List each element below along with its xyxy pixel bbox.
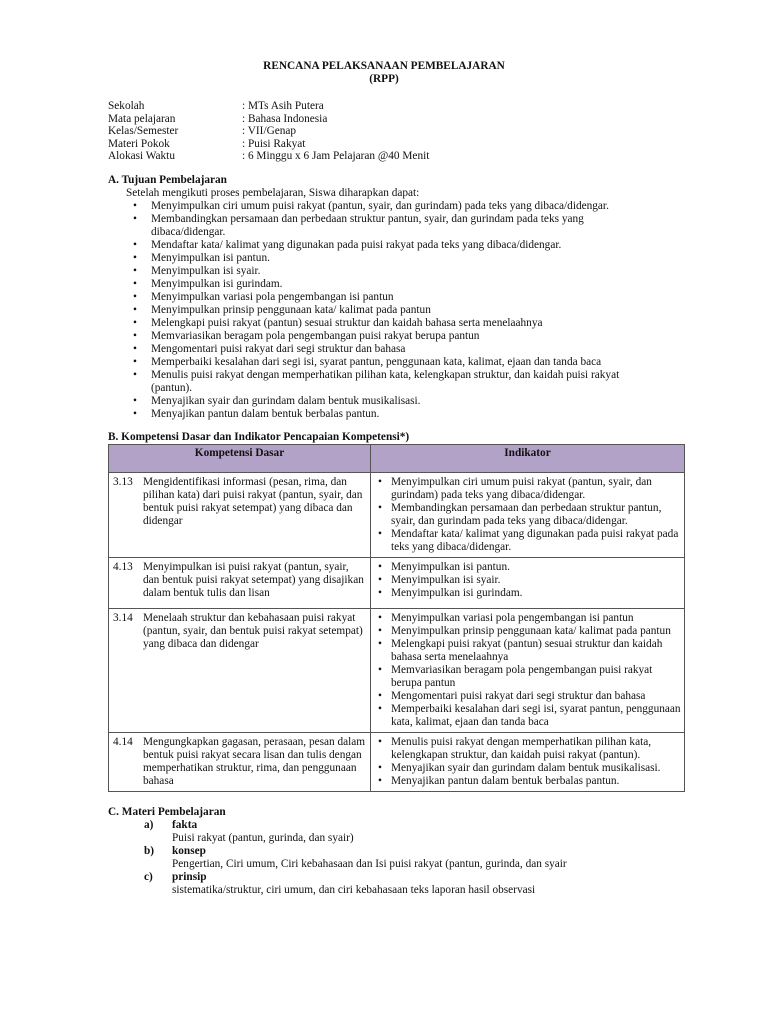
- info-value: : Puisi Rakyat: [242, 137, 306, 150]
- kd-text: Mengidentifikasi informasi (pesan, rima, dan pilihan kata) dari puisi rakyat (pantun, syair, dan bentuk puisi rakyat setempat) yang dibaca dan didengar: [143, 475, 363, 527]
- material-letter: a): [144, 818, 154, 831]
- kd-cell: [109, 557, 371, 608]
- info-key: Mata pelajaran: [108, 112, 176, 125]
- document-title: RENCANA PELAKSANAAN PEMBELAJARAN: [263, 60, 505, 72]
- kd-code: 3.13: [113, 475, 133, 488]
- list-item: • Melengkapi puisi rakyat (pantun) sesuai struktur dan kaidah bahasa serta menelaahnya: [108, 317, 660, 330]
- list-item: • Memperbaiki kesalahan dari segi isi, syarat pantun, penggunaan kata, kalimat, ejaan dan tanda baca: [108, 356, 660, 369]
- list-item: • Menyimpulkan isi syair.: [375, 574, 681, 587]
- list-item: • Menyimpulkan isi pantun.: [375, 561, 681, 574]
- list-item: • Menyajikan pantun dalam bentuk berbalas pantun.: [375, 775, 681, 788]
- document-page: [108, 60, 681, 897]
- list-item: • Memvariasikan beragam pola pengembangan puisi rakyat berupa pantun: [108, 330, 660, 343]
- kd-content: [113, 476, 367, 528]
- kd-content: [113, 736, 367, 788]
- section-a-heading: A. Tujuan Pembelajaran: [108, 173, 227, 186]
- list-item: • Membandingkan persamaan dan perbedaan struktur pantun, syair, dan gurindam pada teks yang dibaca/didengar.: [108, 213, 660, 239]
- material-text: Pengertian, Ciri umum, Ciri kebahasaan dan Isi puisi rakyat (pantun, gurinda, dan syair: [172, 857, 567, 870]
- material-heading: prinsip: [172, 870, 207, 883]
- column-header-kd: Kompetensi Dasar: [109, 444, 371, 472]
- indicator-cell: [371, 557, 685, 608]
- list-item: • Menyimpulkan isi gurindam.: [108, 278, 660, 291]
- material-item-konsep: [108, 845, 660, 858]
- list-item: • Memvariasikan beragam pola pengembangan puisi rakyat berupa pantun: [375, 664, 681, 690]
- list-item: • Menyimpulkan ciri umum puisi rakyat (pantun, syair, dan gurindam) pada teks yang dibaca/didengar.: [108, 200, 660, 213]
- indicator-list: [375, 476, 681, 554]
- list-item: • Menyimpulkan prinsip penggunaan kata/ kalimat pada pantun: [375, 625, 681, 638]
- list-item: • Mendaftar kata/ kalimat yang digunakan pada puisi rakyat pada teks yang dibaca/didengar.: [375, 528, 681, 554]
- learning-goals-list: [108, 200, 660, 421]
- table-row: [109, 732, 685, 791]
- column-header-indicator: Indikator: [371, 444, 685, 472]
- section-c-heading: C. Materi Pembelajaran: [108, 805, 226, 818]
- competency-table: [108, 444, 685, 792]
- list-item: • Menyajikan pantun dalam bentuk berbalas pantun.: [108, 408, 660, 421]
- info-key: Materi Pokok: [108, 137, 170, 150]
- list-item: • Menyajikan syair dan gurindam dalam bentuk musikalisasi.: [108, 395, 660, 408]
- table-row: [109, 557, 685, 608]
- info-key: Sekolah: [108, 100, 145, 112]
- list-item: • Menyimpulkan isi gurindam.: [375, 587, 681, 600]
- kd-content: [113, 561, 367, 600]
- info-key: Kelas/Semester: [108, 125, 179, 137]
- kd-code: 3.14: [113, 611, 133, 624]
- info-row-class: [108, 125, 660, 138]
- material-letter: c): [144, 870, 153, 883]
- kd-cell: [109, 732, 371, 791]
- table-row: [109, 472, 685, 557]
- kd-cell: [109, 608, 371, 732]
- list-item: • Menyimpulkan isi syair.: [108, 265, 660, 278]
- list-item: • Mengomentari puisi rakyat dari segi struktur dan bahasa: [375, 690, 681, 703]
- list-item: • Memperbaiki kesalahan dari segi isi, syarat pantun, penggunaan kata, kalimat, ejaan dan tanda baca: [375, 703, 681, 729]
- kd-code: 4.13: [113, 560, 133, 573]
- info-value: : 6 Minggu x 6 Jam Pelajaran @40 Menit: [242, 150, 430, 162]
- indicator-list: [375, 736, 681, 788]
- list-item: • Melengkapi puisi rakyat (pantun) sesuai struktur dan kaidah bahasa serta menelaahnya: [375, 638, 681, 664]
- info-row-school: [108, 100, 660, 113]
- section-b-heading: B. Kompetensi Dasar dan Indikator Pencapaian Kompetensi*): [108, 430, 410, 443]
- kd-text: Menyimpulkan isi puisi rakyat (pantun, syair, dan bentuk puisi rakyat setempat) yang disajikan dalam bentuk tulis dan lisan: [143, 560, 364, 599]
- list-item: • Mengomentari puisi rakyat dari segi struktur dan bahasa: [108, 343, 660, 356]
- list-item: • Menyimpulkan isi pantun.: [108, 252, 660, 265]
- list-item: • Menyimpulkan ciri umum puisi rakyat (pantun, syair, dan gurindam) pada teks yang dibaca/didengar.: [375, 476, 681, 502]
- info-value: : VII/Genap: [242, 125, 297, 137]
- indicator-cell: [371, 472, 685, 557]
- identity-block: [108, 100, 660, 163]
- info-key: Alokasi Waktu: [108, 150, 175, 162]
- kd-code: 4.14: [113, 735, 133, 748]
- list-item: • Menulis puisi rakyat dengan memperhatikan pilihan kata, kelengkapan struktur, dan kaidah puisi rakyat (pantun).: [375, 736, 681, 762]
- material-heading: fakta: [172, 818, 198, 831]
- material-letter: b): [144, 844, 155, 857]
- list-item: • Menyimpulkan variasi pola pengembangan isi pantun: [375, 612, 681, 625]
- material-item-prinsip: [108, 871, 660, 884]
- table-header-row: [109, 444, 685, 472]
- material-item-fakta: [108, 819, 660, 832]
- list-item: • Menulis puisi rakyat dengan memperhatikan pilihan kata, kelengkapan struktur, dan kaidah puisi rakyat (pantun).: [108, 369, 660, 395]
- kd-content: [113, 612, 367, 651]
- indicator-list: [375, 612, 681, 729]
- indicator-cell: [371, 732, 685, 791]
- info-value: : MTs Asih Putera: [242, 100, 324, 112]
- info-row-time: [108, 150, 660, 163]
- kd-cell: [109, 472, 371, 557]
- section-a-intro: Setelah mengikuti proses pembelajaran, Siswa diharapkan dapat:: [126, 186, 420, 199]
- info-row-topic: [108, 138, 660, 151]
- document-subtitle: (RPP): [369, 73, 399, 85]
- indicator-list: [375, 561, 681, 600]
- list-item: • Menyimpulkan prinsip penggunaan kata/ kalimat pada pantun: [108, 304, 660, 317]
- list-item: • Membandingkan persamaan dan perbedaan struktur pantun, syair, dan gurindam pada teks yang dibaca/didengar.: [375, 502, 681, 528]
- kd-text: Menelaah struktur dan kebahasaan puisi rakyat (pantun, syair, dan bentuk puisi rakyat setempat) yang dibaca dan didengar: [143, 611, 363, 650]
- info-value: : Bahasa Indonesia: [242, 112, 328, 125]
- info-row-subject: [108, 113, 660, 126]
- kd-text: Mengungkapkan gagasan, perasaan, pesan dalam bentuk puisi rakyat secara lisan dan tulis dengan memperhatikan struktur, rima, dan penggunaan bahasa: [143, 735, 366, 787]
- list-item: • Menyimpulkan variasi pola pengembangan isi pantun: [108, 291, 660, 304]
- material-text: sistematika/struktur, ciri umum, dan ciri kebahasaan teks laporan hasil observasi: [172, 883, 536, 896]
- table-row: [109, 608, 685, 732]
- list-item: • Mendaftar kata/ kalimat yang digunakan pada puisi rakyat pada teks yang dibaca/didengar.: [108, 239, 660, 252]
- indicator-cell: [371, 608, 685, 732]
- list-item: • Menyajikan syair dan gurindam dalam bentuk musikalisasi.: [375, 762, 681, 775]
- material-text: Puisi rakyat (pantun, gurinda, dan syair): [172, 831, 354, 844]
- material-heading: konsep: [172, 844, 206, 857]
